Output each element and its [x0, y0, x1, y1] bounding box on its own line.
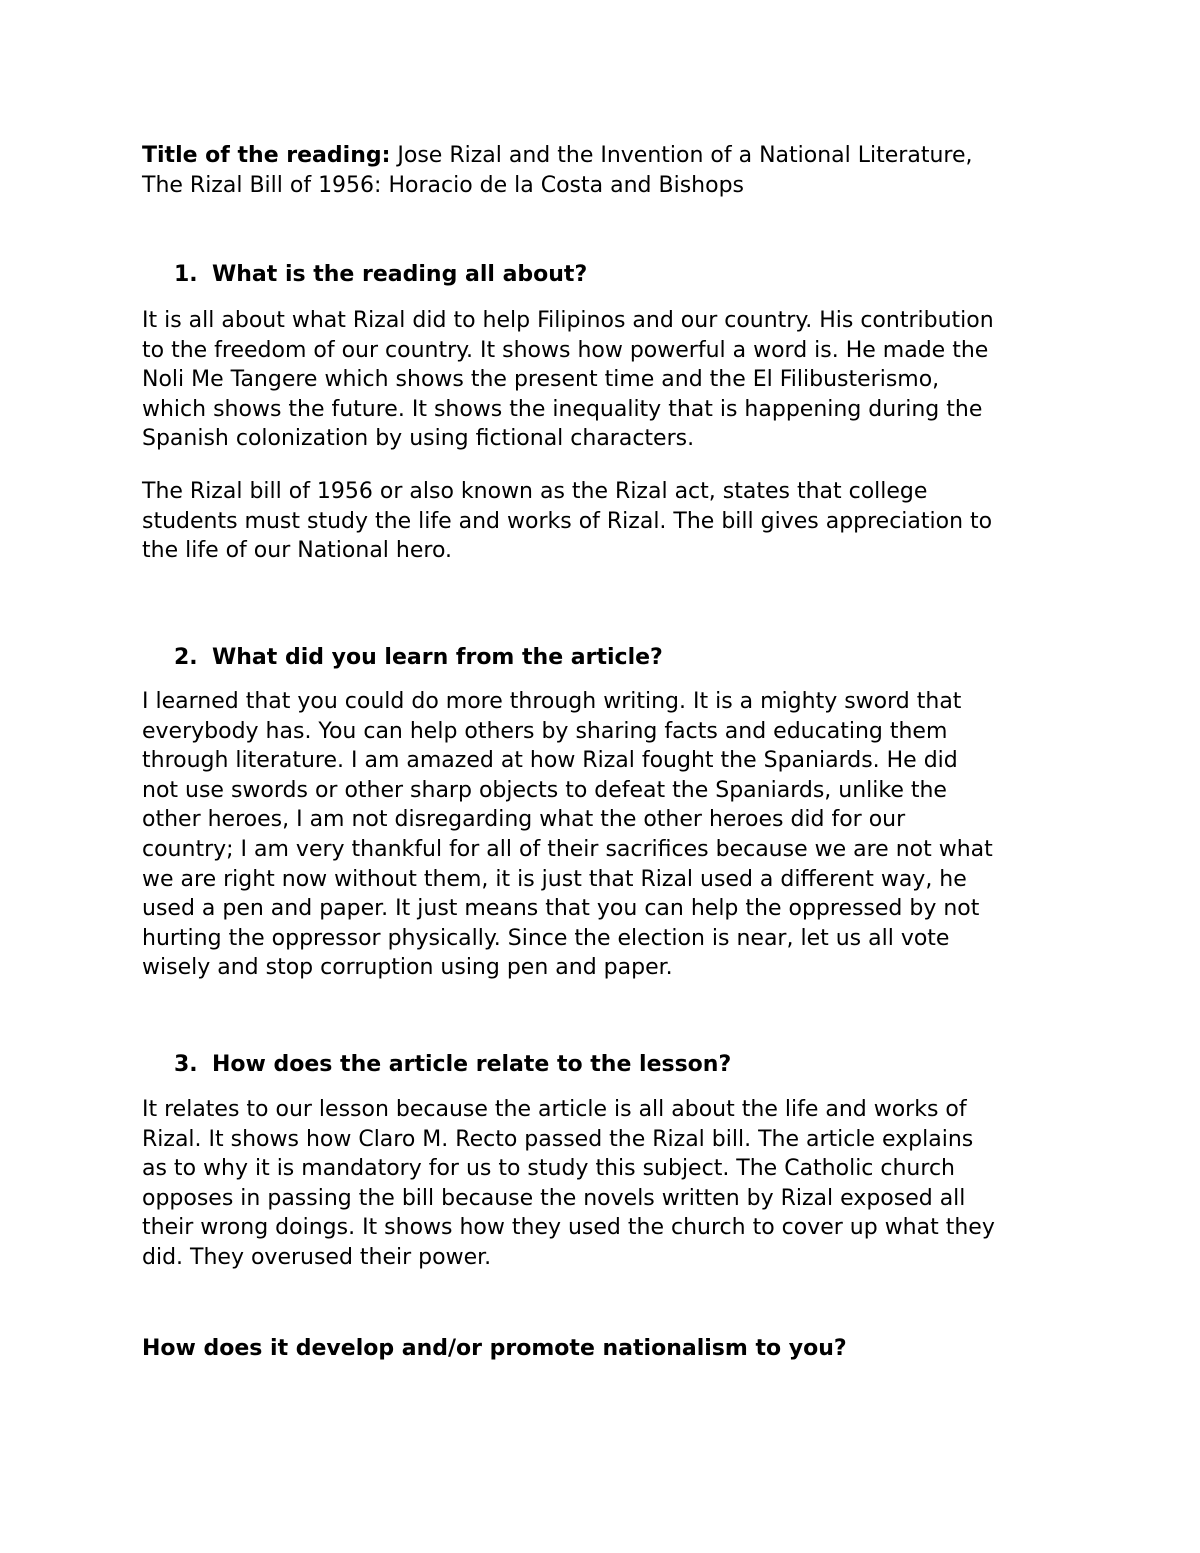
final-question-heading: How does it develop and/or promote nationalism to you? — [142, 1336, 847, 1361]
reading-title-text-2: The Rizal Bill of 1956: Horacio de la Costa and Bishops — [142, 172, 744, 198]
question-1-number: 1. — [174, 262, 198, 287]
answer-line: the life of our National hero. — [142, 538, 453, 564]
answer-line: Noli Me Tangere which shows the present time and the El Filibusterismo, — [142, 367, 940, 393]
question-2-text: What did you learn from the article? — [212, 645, 663, 670]
question-3-number: 3. — [174, 1052, 198, 1077]
answer-line: Spanish colonization by using fictional characters. — [142, 426, 695, 452]
answer-line: not use swords or other sharp objects to defeat the Spaniards, unlike the — [142, 777, 947, 803]
reading-title-text-1: Jose Rizal and the Invention of a National Literature, — [390, 143, 973, 168]
reading-title-line-1 — [142, 141, 1072, 171]
answer-line: which shows the future. It shows the inequality that is happening during the — [142, 396, 983, 422]
question-3-heading — [174, 1050, 731, 1080]
answer-line: opposes in passing the bill because the novels written by Rizal exposed all — [142, 1185, 966, 1211]
question-2-number: 2. — [174, 645, 198, 670]
answer-line: used a pen and paper. It just means that you can help the oppressed by not — [142, 896, 980, 922]
answer-3-paragraph-1 — [142, 1095, 1072, 1273]
answer-line: their wrong doings. It shows how they used the church to cover up what they — [142, 1215, 995, 1241]
answer-line: Rizal. It shows how Claro M. Recto passed the Rizal bill. The article explains — [142, 1126, 974, 1152]
answer-line: I learned that you could do more through writing. It is a mighty sword that — [142, 689, 962, 714]
answer-1-paragraph-1 — [142, 306, 1072, 454]
answer-line: we are right now without them, it is just that Rizal used a different way, he — [142, 866, 967, 892]
answer-line: other heroes, I am not disregarding what the other heroes did for our — [142, 807, 906, 833]
answer-line: through literature. I am amazed at how Rizal fought the Spaniards. He did — [142, 748, 958, 774]
answer-2-paragraph-1 — [142, 687, 1072, 983]
answer-line: to the freedom of our country. It shows how powerful a word is. He made the — [142, 337, 989, 363]
question-3-text: How does the article relate to the lesson? — [212, 1052, 732, 1077]
answer-line: as to why it is mandatory for us to study this subject. The Catholic church — [142, 1156, 955, 1182]
answer-line: It relates to our lesson because the article is all about the life and works of — [142, 1097, 967, 1122]
question-2-heading — [174, 643, 663, 673]
answer-line: everybody has. You can help others by sharing facts and educating them — [142, 718, 948, 744]
reading-title-label: Title of the reading: — [142, 143, 391, 168]
answer-line: did. They overused their power. — [142, 1244, 492, 1270]
answer-line: The Rizal bill of 1956 or also known as the Rizal act, states that college — [142, 479, 928, 504]
question-1-heading — [174, 260, 587, 290]
answer-line: hurting the oppressor physically. Since the election is near, let us all vote — [142, 925, 950, 951]
reading-title-block — [142, 141, 1072, 200]
answer-line: students must study the life and works of Rizal. The bill gives appreciation to — [142, 508, 993, 534]
answer-line: wisely and stop corruption using pen and paper. — [142, 955, 673, 981]
answer-line: country; I am very thankful for all of their sacrifices because we are not what — [142, 836, 993, 862]
answer-line: It is all about what Rizal did to help Filipinos and our country. His contribution — [142, 308, 994, 333]
answer-1-paragraph-2 — [142, 477, 1072, 566]
question-1-text: What is the reading all about? — [212, 262, 588, 287]
